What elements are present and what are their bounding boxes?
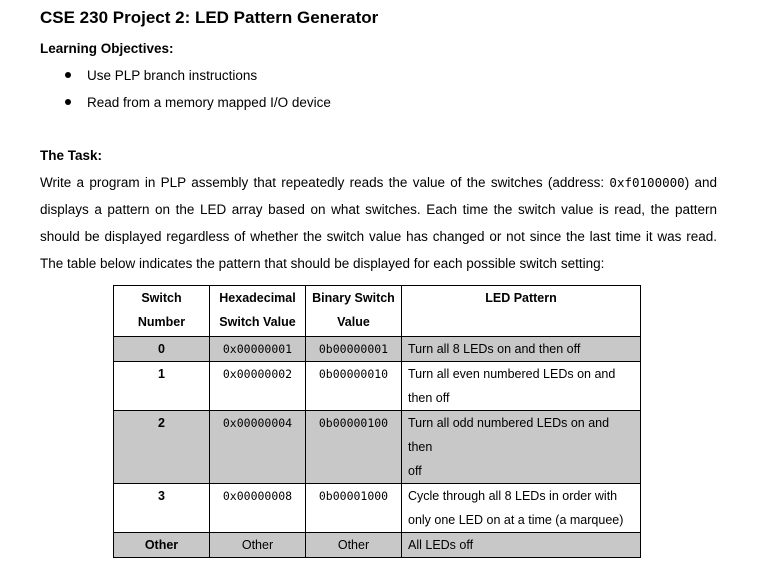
cell-switch: 2 — [114, 411, 210, 484]
page-title: CSE 230 Project 2: LED Pattern Generator — [40, 8, 379, 27]
header-binary-value: Binary Switch Value — [306, 286, 402, 337]
cell-binary: 0b00000010 — [306, 362, 402, 411]
cell-switch: 0 — [114, 337, 210, 362]
table-row — [114, 362, 641, 411]
task-text: Write a program in PLP assembly that repeatedly reads the value of the switches (address: — [40, 175, 610, 190]
task-text: ) and — [684, 175, 717, 190]
objective-item — [65, 68, 257, 83]
cell-hex: 0x00000002 — [210, 362, 306, 411]
objective-item — [65, 95, 331, 110]
cell-pattern: Turn all odd numbered LEDs on and then off — [402, 411, 641, 484]
table-row — [114, 533, 641, 558]
cell-binary: Other — [306, 533, 402, 558]
cell-hex: 0x00000008 — [210, 484, 306, 533]
task-paragraph-line — [40, 175, 717, 190]
cell-hex: 0x00000004 — [210, 411, 306, 484]
task-paragraph-line: should be displayed regardless of whether the switch value has changed or not since the last time it was read. — [40, 229, 717, 244]
bullet-icon — [65, 72, 71, 78]
cell-hex: 0x00000001 — [210, 337, 306, 362]
table-row — [114, 484, 641, 533]
header-hex-value: Hexadecimal Switch Value — [210, 286, 306, 337]
cell-pattern: Turn all 8 LEDs on and then off — [402, 337, 641, 362]
cell-binary: 0b00001000 — [306, 484, 402, 533]
cell-switch: 3 — [114, 484, 210, 533]
objectives-heading: Learning Objectives: — [40, 41, 174, 56]
table-header-row — [114, 286, 641, 337]
cell-pattern: Cycle through all 8 LEDs in order with only one LED on at a time (a marquee) — [402, 484, 641, 533]
cell-pattern: Turn all even numbered LEDs on and then off — [402, 362, 641, 411]
cell-switch: Other — [114, 533, 210, 558]
header-switch-number: Switch Number — [114, 286, 210, 337]
cell-pattern: All LEDs off — [402, 533, 641, 558]
table-row — [114, 337, 641, 362]
cell-binary: 0b00000100 — [306, 411, 402, 484]
task-heading: The Task: — [40, 148, 103, 163]
cell-switch: 1 — [114, 362, 210, 411]
cell-binary: 0b00000001 — [306, 337, 402, 362]
header-led-pattern: LED Pattern — [402, 286, 641, 337]
bullet-icon — [65, 99, 71, 105]
objective-text: Read from a memory mapped I/O device — [87, 95, 331, 110]
objective-text: Use PLP branch instructions — [87, 68, 258, 83]
led-pattern-table — [113, 285, 641, 558]
switch-address: 0xf0100000 — [609, 175, 685, 190]
task-paragraph-line: displays a pattern on the LED array based on what switches. Each time the switch value is read, the pattern — [40, 202, 717, 217]
cell-hex: Other — [210, 533, 306, 558]
task-paragraph-line: The table below indicates the pattern that should be displayed for each possible switch setting: — [40, 256, 605, 271]
table-row — [114, 411, 641, 484]
